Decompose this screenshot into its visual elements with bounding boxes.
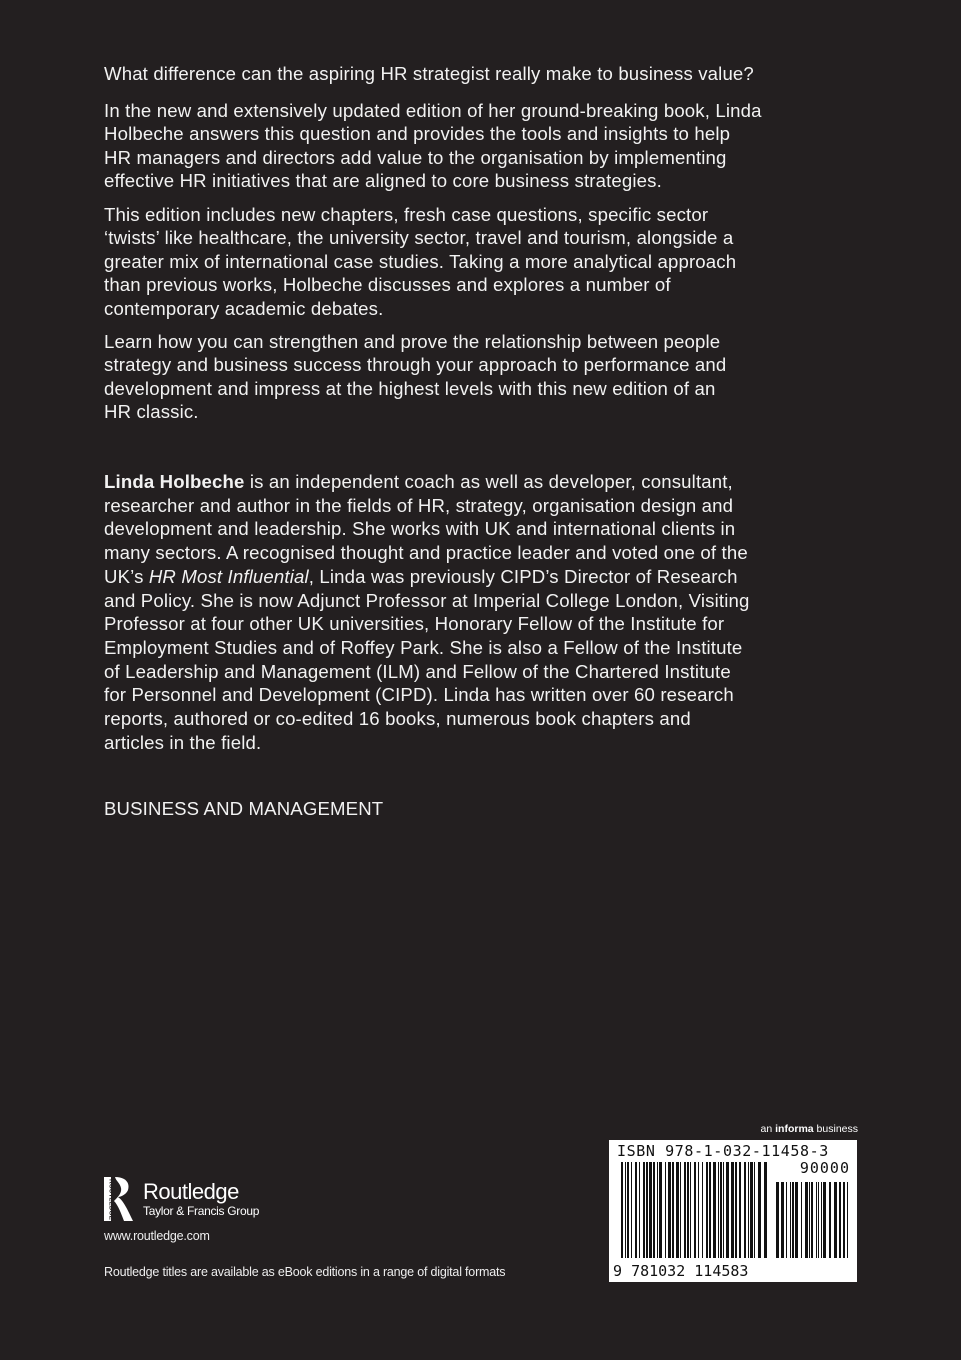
informa-business-label: [761, 1123, 858, 1135]
barcode-bar: [718, 1162, 719, 1258]
barcode-bar: [649, 1162, 652, 1258]
barcode-bar: [639, 1162, 640, 1258]
barcode-bar: [758, 1162, 761, 1258]
barcode-bar: [781, 1182, 784, 1258]
barcode-bar: [706, 1162, 708, 1258]
barcode-bar: [731, 1162, 734, 1258]
barcode-bar: [786, 1182, 787, 1258]
bio-text: , Linda was previously CIPD’s Director of Research: [308, 565, 738, 587]
description-paragraph-1: [104, 99, 762, 193]
barcode-bar: [646, 1162, 648, 1258]
bio-text: UK’s: [104, 565, 149, 587]
text-line: greater mix of international case studies. Taking a more analytical approach: [104, 250, 737, 272]
barcode-bar: [687, 1162, 689, 1258]
author-name: Linda Holbeche: [104, 471, 245, 492]
text-line: Learn how you can strengthen and prove the relationship between people: [104, 331, 721, 352]
informa-brand: informa: [775, 1123, 814, 1135]
barcode-bar: [792, 1182, 794, 1258]
informa-text: an: [760, 1123, 776, 1135]
barcode-bar: [713, 1162, 716, 1258]
bio-line: [104, 470, 749, 494]
bio-line: [104, 565, 749, 589]
text-line: than previous works, Holbeche discusses and explores a number of: [104, 274, 671, 296]
barcode-bar: [843, 1182, 845, 1258]
award-title: HR Most Influential: [148, 565, 309, 587]
bio-line: Professor at four other UK universities, Honorary Fellow of the Institute for: [104, 613, 725, 635]
bio-line: many sectors. A recognised thought and practice leader and voted one of the: [104, 542, 748, 564]
description-paragraph-2: [104, 203, 736, 320]
barcode-bar: [818, 1182, 819, 1258]
ean-rest-digits: 781032 114583: [631, 1262, 749, 1280]
barcode-bar: [680, 1162, 681, 1258]
ean-digits: [613, 1262, 748, 1280]
text-line: Holbeche answers this question and provides the tools and insights to help: [104, 123, 731, 145]
barcode-bar: [684, 1162, 686, 1258]
bio-line: articles in the field.: [104, 731, 262, 753]
publisher-group: Taylor & Francis Group: [143, 1204, 260, 1218]
text-line: What difference can the aspiring HR strategist really make to business value?: [104, 63, 754, 84]
text-line: development and impress at the highest levels with this new edition of an: [104, 377, 716, 399]
barcode-bar: [643, 1162, 645, 1258]
tagline-question: [104, 62, 754, 85]
bio-line: Employment Studies and of Roffey Park. She is also a Fellow of the Institute: [104, 636, 743, 658]
bio-text: is an independent coach as well as developer, consultant,: [244, 471, 733, 492]
barcode-bar: [672, 1162, 674, 1258]
bio-line: for Personnel and Development (CIPD). Linda has written over 60 research: [104, 684, 734, 706]
bio-line: reports, authored or co-edited 16 books, numerous book chapters and: [104, 708, 691, 730]
barcode-bar: [657, 1162, 658, 1258]
text-line: effective HR initiatives that are aligned to core business strategies.: [104, 170, 662, 192]
barcode-bar: [627, 1162, 629, 1258]
bio-line: and Policy. She is now Adjunct Professor at Imperial College London, Visiting: [104, 589, 750, 611]
barcode-bar: [726, 1162, 729, 1258]
barcode-bar: [834, 1182, 837, 1258]
publisher-url[interactable]: www.routledge.com: [104, 1229, 210, 1243]
barcode-bar: [801, 1182, 802, 1258]
informa-text: business: [813, 1123, 858, 1135]
text-line: ‘twists’ like healthcare, the university sector, travel and tourism, alongside a: [104, 227, 734, 249]
barcode-bar: [839, 1182, 841, 1258]
routledge-r-icon: [104, 1175, 134, 1223]
barcode-bar: [754, 1162, 755, 1258]
barcode-bar: [690, 1162, 691, 1258]
bio-line: researcher and author in the fields of HR, strategy, organisation design and: [104, 494, 734, 516]
description-paragraph-3: [104, 330, 726, 424]
addon-bars: [776, 1182, 851, 1262]
routledge-logo: [104, 1175, 259, 1223]
barcode-bar: [739, 1162, 741, 1258]
barcode-bar: [702, 1162, 703, 1258]
barcode-bar: [668, 1162, 671, 1258]
publisher-name: Routledge: [143, 1179, 239, 1204]
barcode-bar: [795, 1182, 798, 1258]
bio-line: of Leadership and Management (ILM) and Fellow of the Chartered Institute: [104, 660, 731, 682]
barcode-bar: [829, 1182, 831, 1258]
barcode-bar: [816, 1182, 817, 1258]
barcode-bar: [847, 1182, 848, 1258]
barcode-bar: [735, 1162, 737, 1258]
barcode-bar: [811, 1182, 813, 1258]
barcode-bar: [631, 1162, 632, 1258]
text-line: This edition includes new chapters, fresh case questions, specific sector: [104, 204, 709, 225]
barcode-bar: [653, 1162, 655, 1258]
barcode-bar: [764, 1162, 767, 1258]
ean-first-digit: 9: [613, 1262, 623, 1280]
barcode-bar: [665, 1162, 666, 1258]
barcode-bar: [709, 1162, 711, 1258]
barcode-bar: [625, 1162, 626, 1258]
barcode-bar: [744, 1162, 746, 1258]
isbn-barcode: [609, 1140, 857, 1282]
barcode-bar: [635, 1162, 637, 1258]
text-line: contemporary academic debates.: [104, 297, 384, 319]
barcode-bar: [694, 1162, 696, 1258]
isbn-number: ISBN 978-1-032-11458-3: [617, 1142, 829, 1160]
author-bio: [104, 470, 749, 754]
barcode-bar: [698, 1162, 699, 1258]
barcode-bar: [790, 1182, 791, 1258]
text-line: In the new and extensively updated edition of her ground-breaking book, Linda: [104, 100, 762, 121]
svg-text:ROUTLEDGE: ROUTLEDGE: [107, 1179, 115, 1220]
barcode-bar: [723, 1162, 724, 1258]
barcode-bar: [621, 1162, 623, 1258]
text-line: HR classic.: [104, 401, 199, 423]
barcode-bar: [676, 1162, 679, 1258]
barcode-bar: [659, 1162, 662, 1258]
barcode-bar: [805, 1182, 808, 1258]
barcode-bar: [776, 1182, 779, 1258]
text-line: strategy and business success through your approach to performance and: [104, 354, 727, 376]
bio-line: development and leadership. She works with UK and international clients in: [104, 518, 736, 540]
ebook-note: Routledge titles are available as eBook editions in a range of digital formats: [104, 1265, 506, 1279]
price-code: 90000: [799, 1159, 850, 1177]
text-line: HR managers and directors add value to the organisation by implementing: [104, 146, 727, 168]
barcode-bar: [748, 1162, 749, 1258]
barcode-bar: [750, 1162, 753, 1258]
barcode-bar: [821, 1182, 822, 1258]
subject-category: BUSINESS AND MANAGEMENT: [104, 798, 384, 819]
ean-bars: [621, 1162, 771, 1262]
barcode-bar: [809, 1182, 810, 1258]
barcode-bar: [720, 1162, 722, 1258]
barcode-bar: [823, 1182, 826, 1258]
